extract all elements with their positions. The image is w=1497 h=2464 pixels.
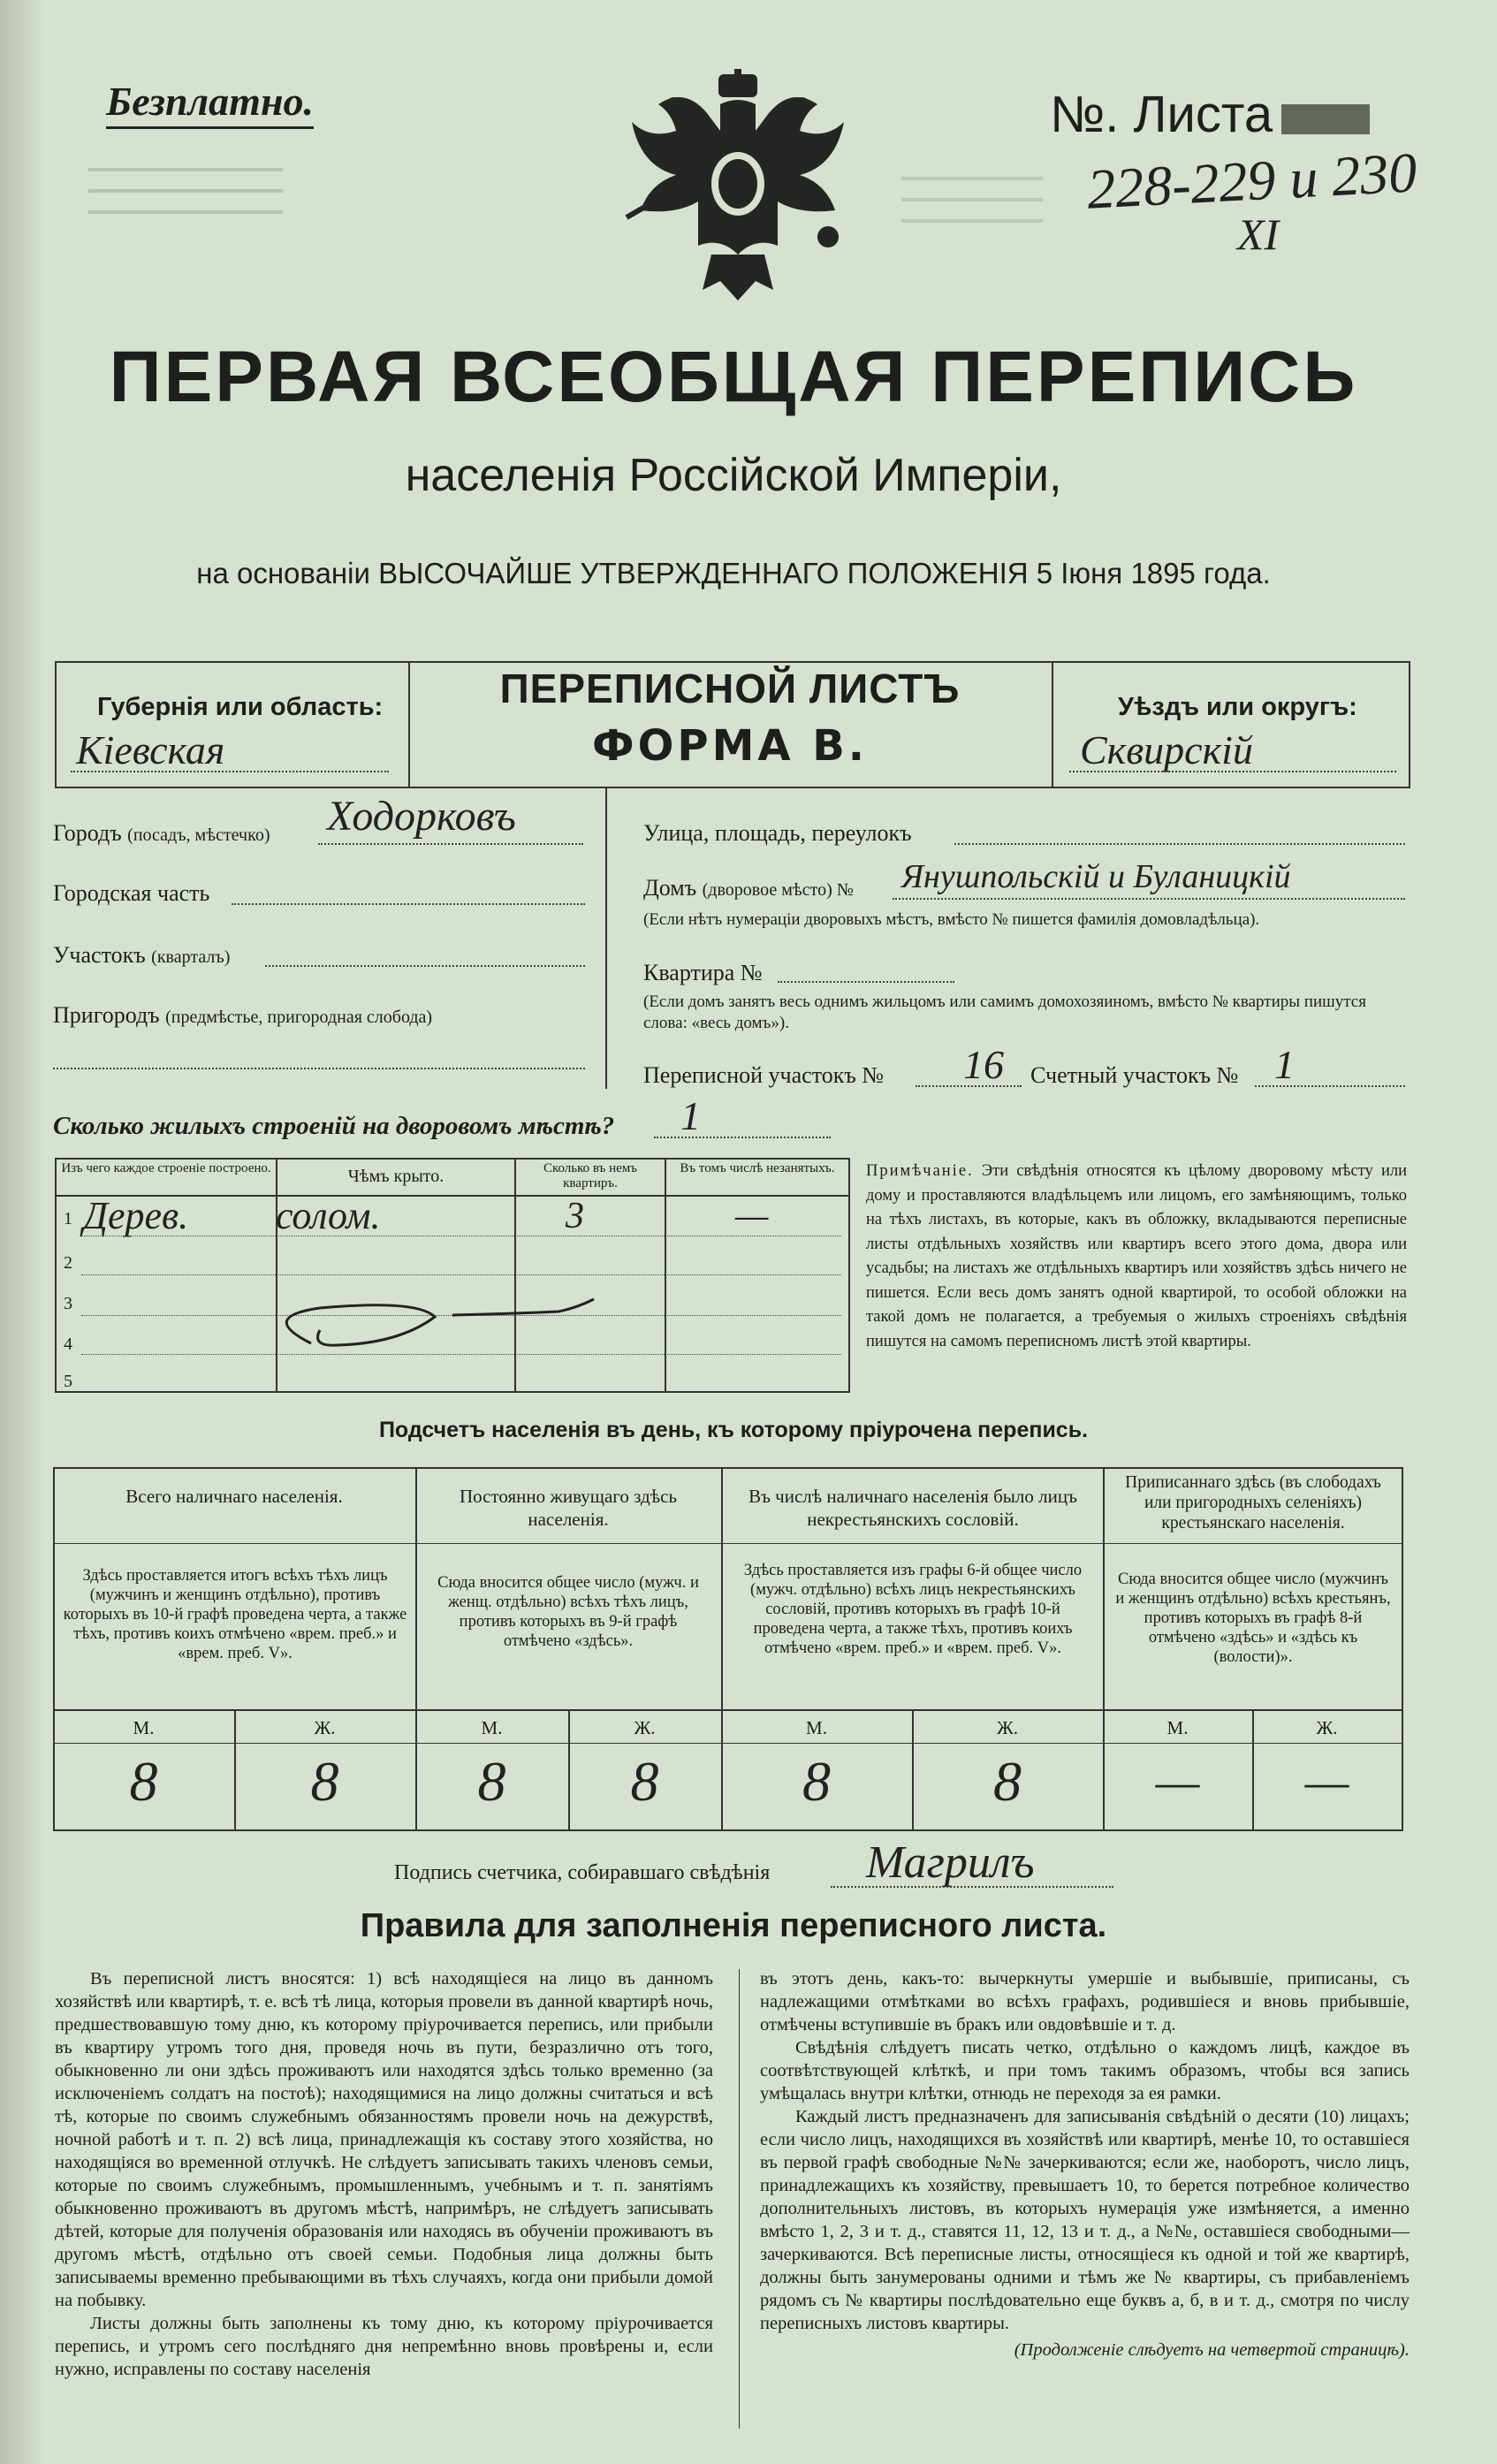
house-label: Домъ — [643, 875, 697, 901]
rules-paragraph: Каждый листъ предназначенъ для записыванія свѣдѣній о десяти (10) лицахъ; если число лицъ, находящихся въ хозяйствѣ или квартирѣ, менѣе 10, то оставшіеся въ первой графѣ свободные №№ зачеркиваются; если же, наоборотъ, число лицъ, принадлежащихъ къ хозяйству, превышаетъ 10, то берется потребное количество дополнительныхъ листовъ, въ которыхъ нумерація уже измѣняется, а именно вмѣсто 1, 2, 3 и т. д., ставятся 11, 12, 13 и т. д., а №№, оставшіеся свободными—зачеркиваются. Всѣ переписные листы, относящіеся къ одной и той же квартирѣ, должны быть занумерованы одними и тѣмъ же № квартиры, съ прибавленіемъ рядомъ съ № квартиры послѣдовательно еще буквъ а, б, в и т. д., смотря по числу переписныхъ листовъ квартиры. — [760, 2107, 1410, 2333]
pop-nonpeasant-m: 8 — [802, 1750, 831, 1813]
buildings-note — [866, 1160, 1407, 1354]
district-note: (кварталъ) — [151, 947, 231, 967]
population-table — [53, 1467, 1403, 1831]
pop-desc-nonpeasant: Здѣсь проставляется изъ графы 6-й общее число (мужч. отдѣльно) всѣхъ лицъ некрестьянскихъ сословій, противъ которыхъ въ графѣ 10-й проведена черта, а также тѣхъ, противъ коихъ отмѣчено «врем. преб.» и «врем. преб. V». — [743, 1562, 1083, 1657]
main-title: ПЕРВАЯ ВСЕОБЩАЯ ПЕРЕПИСЬ — [109, 337, 1358, 417]
uezd-value: Сквирскій — [1080, 727, 1253, 772]
basis-line: на основаніи ВЫСОЧАЙШЕ УТВЕРЖДЕННАГО ПОЛОЖЕНІЯ 5 Іюня 1895 года. — [196, 557, 1271, 589]
rules-left-column — [55, 1967, 713, 2381]
form-name: ФОРМА В. — [591, 721, 869, 771]
rules-paragraph: въ этотъ день, какъ-то: вычеркнуты умершіе и выбывшіе, приписаны, съ надлежащими отмѣтками во всѣхъ графахъ, родившіеся и вновь прибывшіе, отмѣчены вступившіе въ бракъ или овдовѣвшіе и т. д. — [760, 1969, 1410, 2034]
pop-peasant-m: — — [1155, 1754, 1200, 1809]
row-apartments: 3 — [566, 1196, 584, 1236]
f-label: Ж. — [1316, 1717, 1338, 1738]
buildings-col-apartments: Сколько въ немъ квартиръ. — [543, 1161, 638, 1190]
buildings-answer: 1 — [680, 1093, 701, 1138]
f-label: Ж. — [634, 1717, 656, 1738]
pop-desc-permanent: Сюда вносится общее число (мужч. и женщ. отдѣльно) всѣхъ тѣхъ лицъ, противъ которыхъ въ 9-й графѣ отмѣчено «здѣсь». — [437, 1574, 699, 1650]
m-label: М. — [133, 1717, 155, 1738]
census-district-label: Переписной участокъ № — [643, 1062, 885, 1088]
signature-label: Подпись счетчика, собиравшаго свѣдѣнія — [394, 1861, 771, 1884]
signature-value: Магрилъ — [866, 1837, 1035, 1888]
district-label: Участокъ — [53, 942, 146, 968]
house-note: (дворовое мѣсто) № — [702, 880, 854, 900]
m-label: М. — [481, 1717, 503, 1738]
census-district-value: 16 — [963, 1042, 1004, 1087]
city-part-label: Городская часть — [53, 880, 210, 906]
redaction-block — [1281, 104, 1370, 134]
f-label: Ж. — [996, 1717, 1019, 1738]
row-number: 3 — [64, 1294, 72, 1313]
imperial-eagle-icon — [623, 69, 853, 308]
bleed-through-left — [88, 150, 283, 283]
pop-head-permanent: Постоянно живущаго здѣсь населенія. — [459, 1486, 678, 1530]
note-text: Эти свѣдѣнія относятся къ цѣлому дворовому мѣсту или дому и проставляются владѣльцемъ или лицомъ, его замѣняющимъ, только на тѣхъ листахъ, въ которые, какъ въ обложку, вкладываются переписные листы отдѣльныхъ хозяйствъ или квартиръ всего этого дома, двора или усадьбы; на листахъ же отдѣльныхъ квартиръ или хозяйствъ здѣсь ничего не пишется. Если весь домъ занятъ одной квартирой, то особой обложки на такой домъ не полагается, а требуемыя о жилыхъ строеніяхъ свѣдѣнія пишутся на самомъ переписномъ листѣ этой квартиры. — [866, 1162, 1408, 1350]
buildings-col-roof: Чѣмъ крыто. — [347, 1167, 445, 1186]
f-label: Ж. — [314, 1717, 336, 1738]
gubernia-label: Губернія или область: — [97, 693, 384, 721]
free-stamp: Безплатно. — [106, 78, 314, 129]
rules-paragraph: Листы должны быть заполнены къ тому дню, къ которому пріурочивается перепись, и утромъ сего послѣдняго дня непремѣнно вновь провѣрены и, если нужно, исправлены по составу населенія — [55, 2314, 713, 2379]
sheet-number-mark: XI — [1237, 209, 1280, 259]
pop-head-nonpeasant: Въ числѣ наличнаго населенія было лицъ некрестьянскихъ сословій. — [748, 1486, 1077, 1530]
left-page-edge — [0, 0, 44, 2464]
row-number: 5 — [64, 1372, 72, 1391]
rules-paragraph: Свѣдѣнія слѣдуетъ писать четко, отдѣльно о каждомъ лицѣ, каждое въ соотвѣтствующей клѣткѣ, и при томъ такимъ образомъ, чтобы вся запись умѣщалась внутри клѣтки, отнюдь не переходя за ея рамки. — [760, 2038, 1410, 2103]
sheet-number-value: 228-229 и 230 — [1085, 141, 1418, 221]
apartment-label: Квартира № — [643, 960, 763, 985]
pop-total-m: 8 — [129, 1750, 158, 1813]
gubernia-value: Кіевская — [76, 727, 225, 772]
population-title: Подсчетъ населенія въ день, къ которому пріурочена перепись. — [378, 1418, 1089, 1442]
pop-peasant-f: — — [1304, 1754, 1349, 1809]
rules-paragraph: Въ переписной листъ вносятся: 1) всѣ находящіеся на лицо въ данномъ хозяйствѣ или квартирѣ, т. е. всѣ тѣ лица, которыя провели въ данной квартирѣ ночь, предшествовавшую тому дню, къ которому пріурочивается перепись, или прибыли въ квартиру утромъ того дня, проведя ночь въ пути, безразлично отъ того, обыкновенно ли они здѣсь проживаютъ или находятся здѣсь только временно (за исключеніемъ солдатъ на постоѣ); находящимися на лицо должны считаться и всѣ тѣ, которые по своимъ служебнымъ обязанностямъ провели ночь на дежурствѣ, ночной работѣ и т. п. 2) всѣ лица, принадлежащія къ составу этого хозяйства, но находящіяся во временной отлучкѣ. Не слѣдуетъ записывать такихъ членовъ семьи, которые по своимъ служебнымъ, промышленнымъ, учебнымъ и т. п. занятіямъ обыкновенно проживаютъ въ другомъ мѣстѣ, напримѣръ, не слѣдуетъ записывать дѣтей, которые для полученія образованія или находясь въ обученіи проживаютъ въ другомъ мѣстѣ, отдѣльно отъ своей семьи. Подобныя лица должны быть записываемы временно пребывающими въ тѣхъ случаяхъ, когда они прибыли домой на побывку. — [55, 1969, 713, 2310]
suburb-label: Пригородъ — [53, 1002, 160, 1028]
suburb-note: (предмѣстье, пригородная слобода) — [165, 1008, 433, 1027]
house-value: Янушпольскій и Буланицкій — [901, 858, 1291, 895]
table-row: 1 Дерев. солом. 3 — — [64, 1194, 769, 1237]
house-hint: (Если нѣтъ нумераціи дворовыхъ мѣстъ, вмѣсто № пишется фамилія домовладѣльца). — [643, 910, 1260, 929]
buildings-table — [55, 1158, 850, 1393]
city-value: Ходорковъ — [327, 793, 516, 840]
count-district-value: 1 — [1274, 1042, 1295, 1087]
pop-desc-peasant: Сюда вносится общее число (мужчинъ и женщинъ отдѣльно) всѣхъ крестьянъ, противъ которыхъ въ графѣ 8-й отмѣчено «здѣсь» и «здѣсь къ (волости)». — [1115, 1570, 1391, 1666]
pop-head-total: Всего наличнаго населенія. — [125, 1486, 343, 1507]
apartment-hint: (Если домъ занятъ весь однимъ жильцомъ или самимъ домохозяиномъ, вмѣсто № квартиры пишутся слова: «весь домъ»). — [643, 992, 1366, 1032]
uezd-label: Уѣздъ или округъ: — [1118, 693, 1357, 721]
sheet-title: ПЕРЕПИСНОЙ ЛИСТЪ — [499, 665, 961, 711]
pop-permanent-m: 8 — [477, 1750, 506, 1813]
pop-desc-total: Здѣсь проставляется итогъ всѣхъ тѣхъ лицъ (мужчинъ и женщинъ отдѣльно), противъ которыхъ въ 10-й графѣ проведена черта, а также тѣхъ, противъ коихъ отмѣчено «врем. преб.» и «врем. преб. V». — [63, 1567, 407, 1662]
pop-head-peasant: Приписаннаго здѣсь (въ слободахъ или пригородныхъ селеніяхъ) крестьянскаго населенія. — [1125, 1473, 1381, 1532]
count-district-label: Счетный участокъ № — [1030, 1062, 1239, 1088]
sheet-number-label: №. Листа — [1050, 86, 1273, 143]
rules-title: Правила для заполненія переписного листа. — [360, 1907, 1107, 1944]
city-note: (посадъ, мѣстечко) — [127, 825, 270, 845]
row-material: Дерев. — [83, 1194, 189, 1237]
pop-nonpeasant-f: 8 — [993, 1750, 1022, 1813]
row-roof: солом. — [276, 1194, 381, 1237]
subtitle: населенія Россійской Имперіи, — [405, 450, 1062, 501]
row-vacant: — — [735, 1196, 769, 1236]
city-label: Городъ — [53, 820, 122, 846]
note-label: Примѣчаніе. — [866, 1162, 974, 1180]
buildings-question: Сколько жилыхъ строеній на дворовомъ мѣстѣ? — [53, 1112, 615, 1140]
cross-out-scribble-icon — [258, 1281, 665, 1361]
street-label: Улица, площадь, переулокъ — [643, 820, 912, 846]
rules-continuation: (Продолженіе слѣдуетъ на четвертой страницѣ). — [1014, 2340, 1410, 2360]
m-label: М. — [1166, 1717, 1189, 1738]
row-number: 2 — [64, 1253, 72, 1273]
row-number: 4 — [64, 1335, 72, 1354]
bleed-through-right — [901, 159, 1043, 283]
pop-total-f: 8 — [310, 1750, 339, 1813]
buildings-col-vacant: Въ томъ числѣ незанятыхъ. — [680, 1161, 835, 1175]
m-label: М. — [806, 1717, 827, 1738]
pop-permanent-f: 8 — [630, 1750, 659, 1813]
rules-right-column — [760, 1967, 1410, 2361]
buildings-col-material: Изъ чего каждое строеніе построено. — [61, 1161, 271, 1175]
